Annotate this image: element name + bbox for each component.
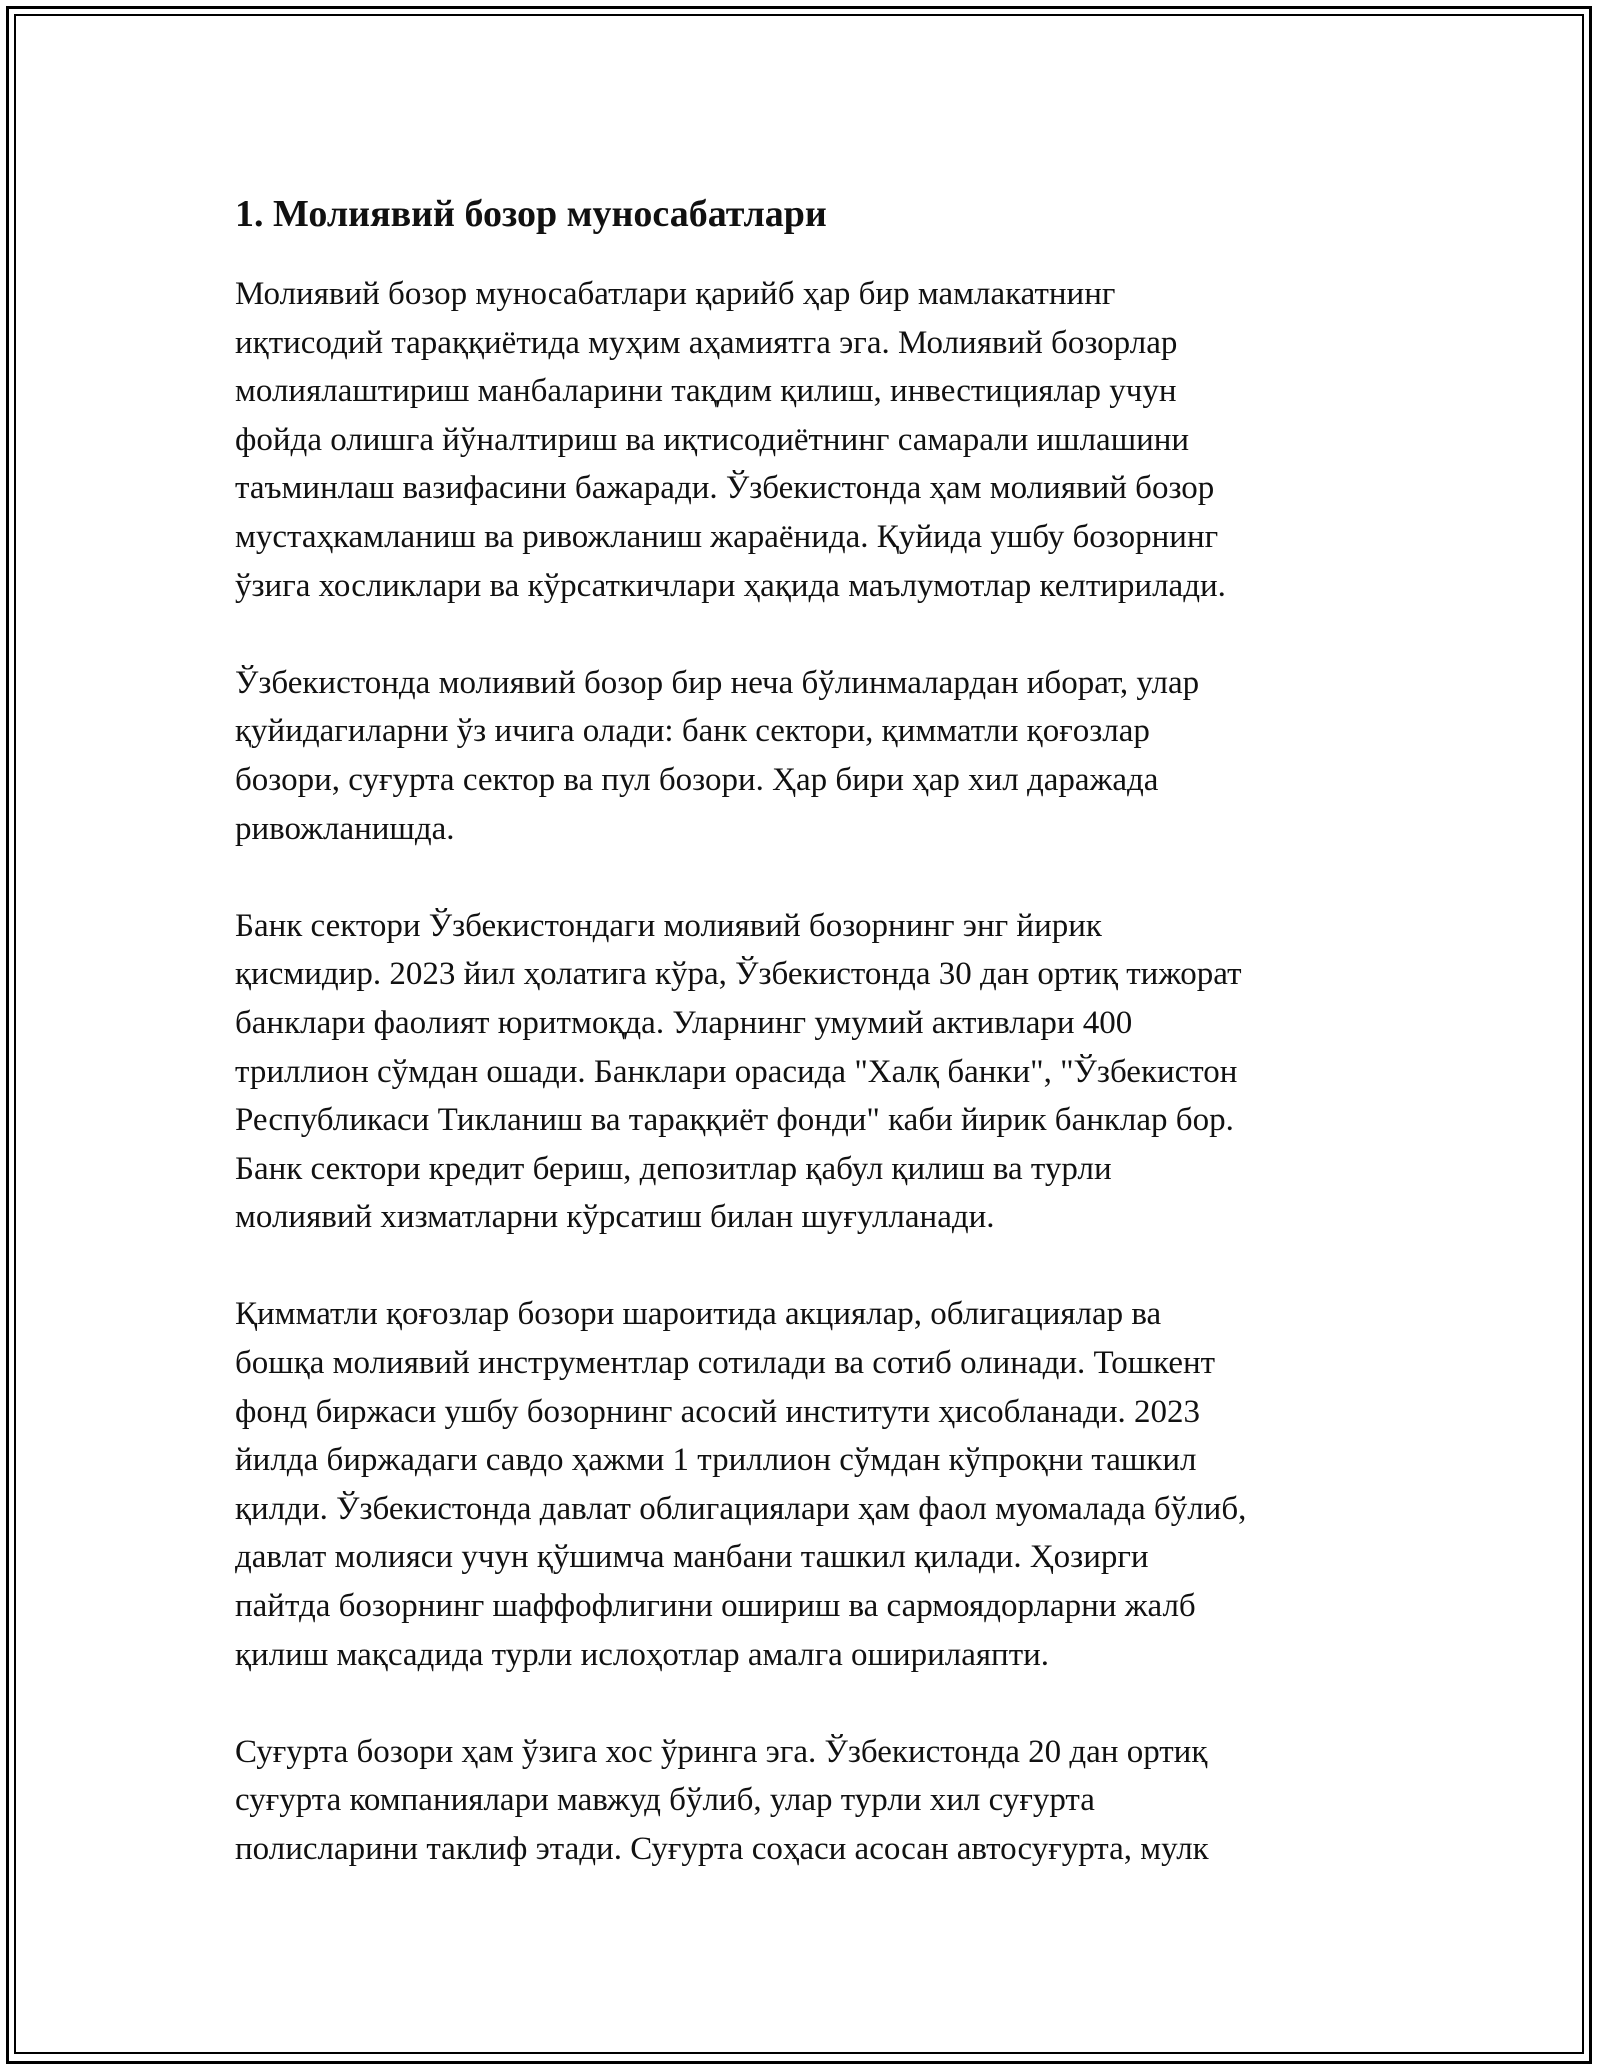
text-line: банклари фаолият юритмоқда. Уларнинг умумий активлари 400 [235,1004,1133,1041]
text-line: фонд биржаси ушбу бозорнинг асосий институти ҳисобланади. 2023 [235,1393,1200,1430]
text-line: Республикаси Тикланиш ва тараққиёт фонди" каби йирик банклар бор. [235,1102,1234,1139]
text-line: таъминлаш вазифасини бажаради. Ўзбекистонда ҳам молиявий бозор [235,470,1215,507]
text-line: қисмидир. 2023 йил ҳолатига кўра, Ўзбекистонда 30 дан ортиқ тижорат [235,956,1242,993]
text-line: молиялаштириш манбаларини тақдим қилиш, инвестициялар учун [235,373,1177,410]
text-line: қилди. Ўзбекистонда давлат облигациялари ҳам фаол муомалада бўлиб, [235,1490,1247,1527]
text-line: қуйидагиларни ўз ичига олади: банк сектори, қимматли қоғозлар [235,713,1150,750]
text-line: суғурта компаниялари мавжуд бўлиб, улар турли хил суғурта [235,1782,1095,1819]
paragraph-insurance-market [235,1728,1375,1874]
text-line: Қимматли қоғозлар бозори шароитида акциялар, облигациялар ва [235,1296,1162,1333]
text-line: фойда олишга йўналтириш ва иқтисодиётнинг самарали ишлашини [235,421,1190,458]
text-line: Молиявий бозор муносабатлари қарийб ҳар бир мамлакатнинг [235,276,1116,312]
text-line: полисларини таклиф этади. Суғурта соҳаси асосан автосуғурта, мулк [235,1831,1209,1867]
paragraph-market-segments [235,659,1375,853]
paragraph-intro [235,270,1375,610]
text-line: пайтда бозорнинг шаффофлигини ошириш ва сармоядорларни жалб [235,1588,1196,1625]
text-line: йилда биржадаги савдо ҳажми 1 триллион сўмдан кўпроқни ташкил [235,1442,1197,1479]
text-line: мустаҳкамланиш ва ривожланиш жараёнида. Қуйида ушбу бозорнинг [235,518,1219,555]
text-line: молиявий хизматларни кўрсатиш билан шуғулланади. [235,1199,995,1236]
section-title: 1. Молиявий бозор муносабатлари [235,193,827,235]
text-line: Банк сектори кредит бериш, депозитлар қабул қилиш ва турли [235,1150,1112,1187]
text-line: Банк сектори Ўзбекистондаги молиявий бозорнинг энг йирик [235,907,1102,944]
text-line: бошқа молиявий инструментлар сотилади ва сотиб олинади. Тошкент [235,1345,1216,1382]
text-line: қилиш мақсадида турли ислоҳотлар амалга оширилаяпти. [235,1636,1050,1673]
document-page [235,186,1375,1922]
paragraph-securities-market [235,1290,1375,1679]
text-line: иқтисодий тараққиётида муҳим аҳамиятга эга. Молиявий бозорлар [235,324,1178,361]
text-line: ўзига хосликлари ва кўрсаткичлари ҳақида маълумотлар келтирилади. [235,567,1226,604]
text-line: бозори, суғурта сектор ва пул бозори. Ҳар бири ҳар хил даражада [235,761,1159,798]
text-line: Ўзбекистонда молиявий бозор бир неча бўлинмалардан иборат, улар [235,664,1200,701]
text-line: Суғурта бозори ҳам ўзига хос ўринга эга. Ўзбекистонда 20 дан ортиқ [235,1733,1208,1770]
paragraph-banking-sector [235,902,1375,1242]
text-line: ривожланишда. [235,810,455,847]
text-line: триллион сўмдан ошади. Банклари орасида "Халқ банки", "Ўзбекистон [235,1053,1238,1090]
text-line: давлат молияси учун қўшимча манбани ташкил қилади. Ҳозирги [235,1539,1149,1576]
